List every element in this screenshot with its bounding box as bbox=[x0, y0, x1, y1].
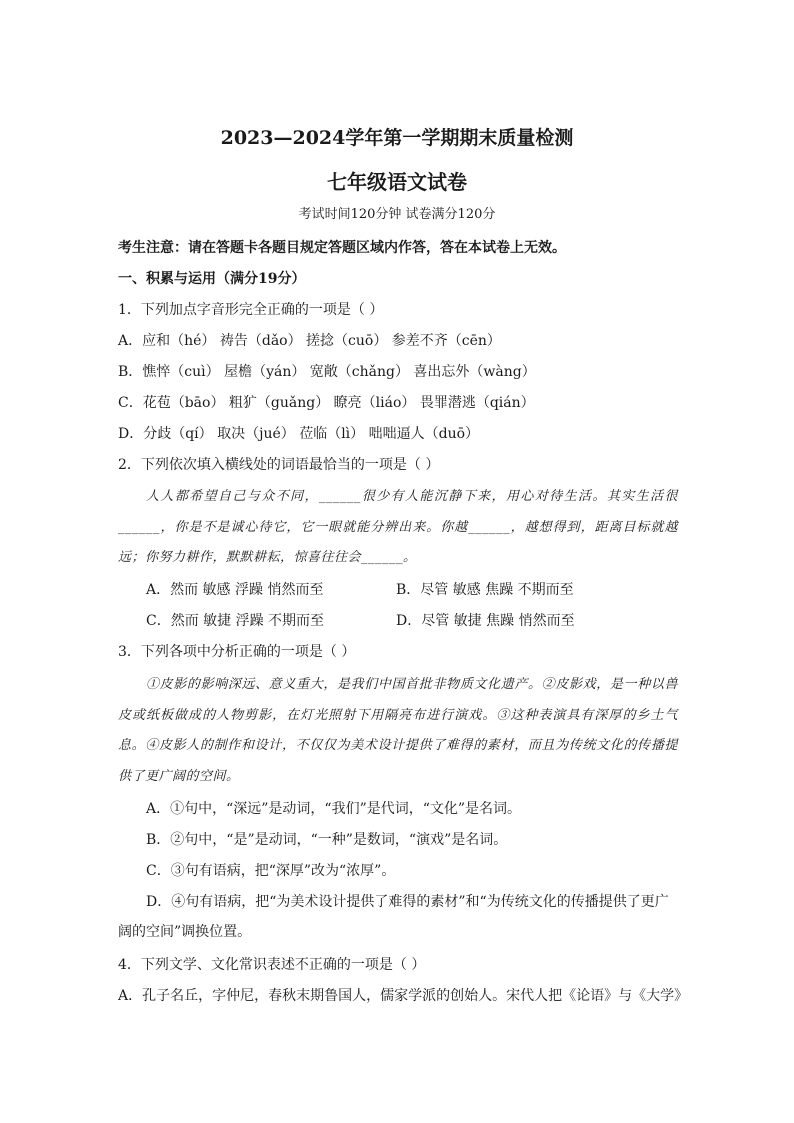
q3-option-b: B．②句中，“是”是动词，“一种”是数词，“演戏”是名词。 bbox=[146, 832, 508, 848]
q1-stem: 1．下列加点字音形完全正确的一项是（ ） bbox=[118, 302, 384, 318]
q2-passage: 人人都希望自己与众不同，______很少有人能沉静下来，用心对待生活。其实生活很______，你是不是诚心待它，它一眼就能分辨出来。你越______，越想得到，距离目标就越远；你努力耕作，默默耕耘，惊喜往往会______。 bbox=[118, 489, 678, 565]
q3-passage: ①皮影的影响深远、意义重大，是我们中国首批非物质文化遗产。②皮影戏，是一种以兽皮或纸板做成的人物剪影，在灯光照射下用隔亮布进行演戏。③这种表演具有深厚的乡土气息。④皮影人的制作和设计，不仅仅为美术设计提供了难得的素材，而且为传统文化的传播提供了更广阔的空间。 bbox=[118, 677, 678, 784]
q3-option-d: D．④句有语病，把“为美术设计提供了难得的素材”和“为传统文化的传播提供了更广阔的空间”调换位置。 bbox=[118, 894, 669, 940]
q2-option-a: A．然而 敏感 浮躁 悄然而至 bbox=[146, 582, 324, 598]
exam-notice: 考生注意：请在答题卡各题目规定答题区域内作答，答在本试卷上无效。 bbox=[118, 240, 566, 256]
exam-title: 2023—2024学年第一学期期末质量检测 bbox=[220, 127, 574, 149]
q1-option-d: D．分歧（qí） 取决（jué） 莅临（lì） 咄咄逼人（duō） bbox=[118, 426, 480, 442]
exam-info: 考试时间120分钟 试卷满分120分 bbox=[298, 207, 496, 222]
q3-stem: 3．下列各项中分析正确的一项是（ ） bbox=[118, 644, 356, 660]
q2-option-d: D．尽管 敏捷 焦躁 悄然而至 bbox=[396, 613, 575, 629]
q2-option-c: C．然而 敏捷 浮躁 不期而至 bbox=[146, 613, 325, 629]
q2-stem: 2．下列依次填入横线处的词语最恰当的一项是（ ） bbox=[118, 457, 440, 473]
q1-option-a: A．应和（hé） 祷告（dǎo） 搓捻（cuō） 参差不齐（cēn） bbox=[118, 333, 501, 349]
section-heading: 一、积累与运用（满分19分） bbox=[118, 271, 306, 287]
q2-option-b: B．尽管 敏感 焦躁 不期而至 bbox=[396, 582, 574, 598]
q3-option-c: C．③句有语病，把“深厚”改为“浓厚”。 bbox=[146, 863, 396, 879]
q4-option-a: A．孔子名丘，字仲尼，春秋末期鲁国人，儒家学派的创始人。宋代人把《论语》与《大学》 bbox=[118, 988, 689, 1004]
q1-option-b: B．憔悴（cuì） 屋檐（yán） 宽敞（chǎng） 喜出忘外（wàng） bbox=[118, 364, 536, 380]
q3-option-a: A．①句中，“深远”是动词，“我们”是代词，“文化”是名词。 bbox=[146, 801, 522, 817]
q4-stem: 4．下列文学、文化常识表述不正确的一项是（ ） bbox=[118, 957, 426, 973]
exam-subtitle: 七年级语文试卷 bbox=[327, 170, 467, 194]
q1-option-c: C．花苞（bāo） 粗犷（guǎng） 瞭亮（liáo） 畏罪潜逃（qián） bbox=[118, 395, 535, 411]
